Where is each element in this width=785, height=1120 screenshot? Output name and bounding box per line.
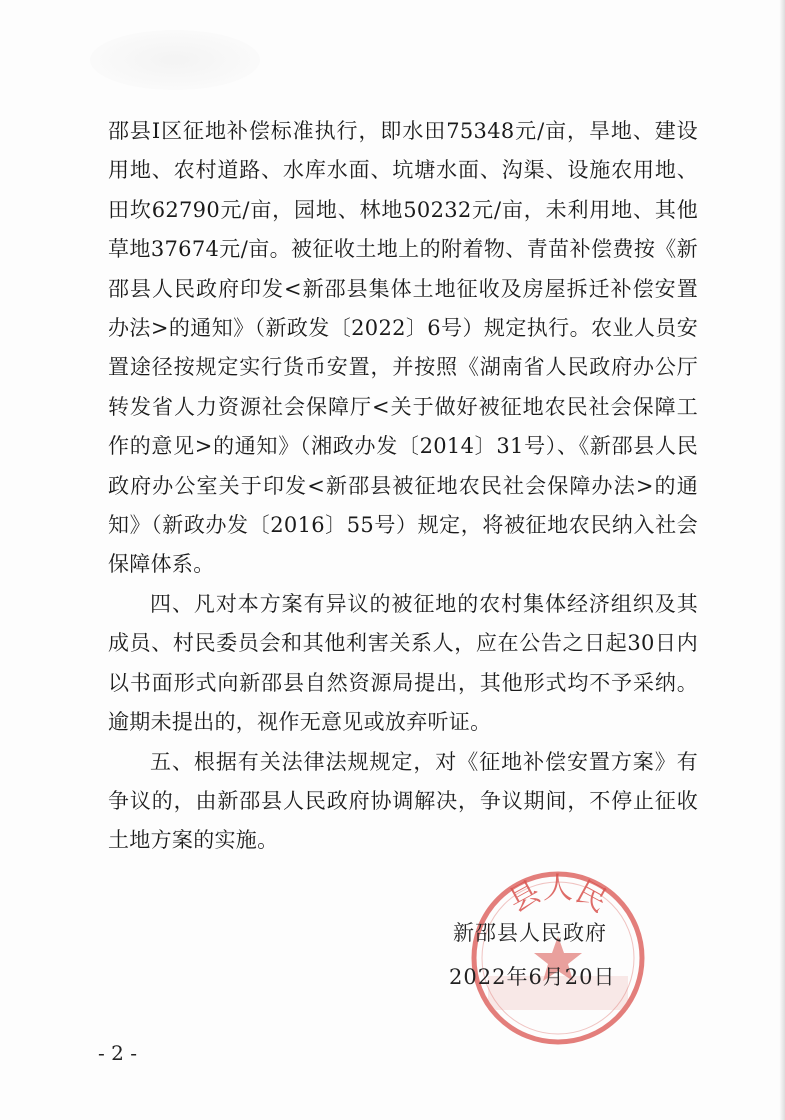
issue-date: 2022年6月20日 bbox=[449, 965, 616, 989]
paragraph-compensation: 邵县Ⅰ区征地补偿标准执行，即水田75348元/亩，旱地、建设用地、农村道路、水库水面、坑塘水面、沟渠、设施农用地、田坎62790元/亩，园地、林地50232元/亩，未利用地、其他草地37674元/亩。被征收土地上的附着物、青苗补偿费按《新邵县人民政府印发<新邵县集体土地征收及房屋拆迁补偿安置办法>的通知》（新政发〔2022〕6号）规定执行。农业人员安置途径按规定实行货币安置，并按照《湖南省人民政府办公厅转发省人力资源社会保障厅<关于做好被征地农民社会保障工作的意见>的通知》（湘政办发〔2014〕31号）、《新邵县人民政府办公室关于印发<新邵县被征地农民社会保障办法>的通知》（新政办发〔2016〕55号）规定，将被征地农民纳入社会保障体系。 bbox=[108, 119, 698, 577]
issuer-signature: 新邵县人民政府 bbox=[453, 921, 607, 945]
paragraph-dispute: 五、根据有关法律法规规定，对《征地补偿安置方案》有争议的，由新邵县人民政府协调解决，争议期间，不停止征收土地方案的实施。 bbox=[108, 749, 698, 853]
seal-text: 县人民 bbox=[503, 871, 613, 920]
page-number: - 2 - bbox=[98, 1041, 137, 1065]
scan-artifact bbox=[90, 30, 260, 90]
official-seal bbox=[458, 858, 658, 1058]
page-edge-shadow bbox=[779, 0, 785, 1120]
paragraph-objection: 四、凡对本方案有异议的被征地的农村集体经济组织及其成员、村民委员会和其他利害关系人，应在公告之日起30日内以书面形式向新邵县自然资源局提出，其他形式均不予采纳。逾期未提出的，视作无意见或放弃听证。 bbox=[108, 591, 698, 735]
document-body bbox=[108, 112, 698, 861]
svg-text:县人民 bbox=[503, 871, 613, 920]
